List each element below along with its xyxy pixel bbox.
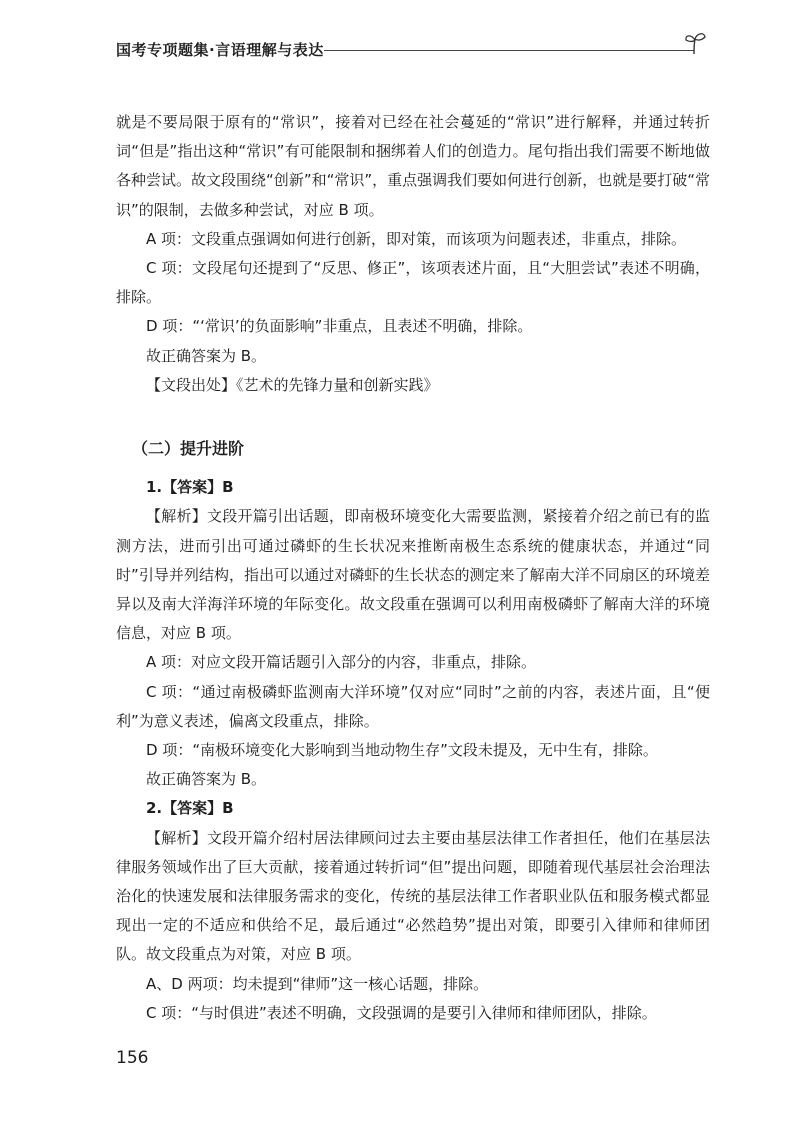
paragraph: 就是不要局限于原有的“常识”，接着对已经在社会蔓延的“常识”进行解释，并通过转折词“但是”指出这种“常识”有可能限制和捆绑着人们的创造力。尾句指出我们需要不断地做各种尝试。故文段围绕“创新”和“常识”，重点强调我们要如何进行创新，也就是要打破“常识”的限制，去做多种尝试，对应 B 项。 — [116, 113, 710, 219]
header-rule — [324, 50, 694, 51]
page-number: 156 — [116, 1048, 149, 1068]
question-answer-heading: 2.【答案】B — [146, 799, 234, 818]
question-answer-heading: 1.【答案】B — [146, 478, 234, 497]
section-heading: （二）提升进阶 — [132, 439, 245, 459]
answer-conclusion: 故正确答案为 B。 — [146, 346, 267, 365]
analysis-paragraph: 【解析】文段开篇引出话题，即南极环境变化大需要监测，紧接着介绍之前已有的监测方法，进而引出可通过磷虾的生长状况来推断南极生态系统的健康状态，并通过“同时”引导并列结构，指出可以通过对磷虾的生长状态的测定来了解南大洋不同扇区的环境差异以及南大洋海洋环境的年际变化。故文段重在强调可以利用南极磷虾了解南大洋的环境信息，对应 B 项。 — [116, 507, 710, 643]
page-body — [116, 108, 710, 1028]
option-analysis: C 项：文段尾句还提到了“反思、修正”，该项表述片面，且“大胆尝试”表述不明确，排除。 — [116, 259, 710, 307]
answer-conclusion: 故正确答案为 B。 — [146, 770, 267, 789]
option-analysis: A、D 两项：均未提到“律师”这一核心话题，排除。 — [146, 974, 489, 993]
analysis-paragraph: 【解析】文段开篇介绍村居法律顾问过去主要由基层法律工作者担任，他们在基层法律服务领域作出了巨大贡献，接着通过转折词“但”提出问题，即随着现代基层社会治理法治化的快速发展和法律服务需求的变化，传统的基层法律工作者职业队伍和服务模式都显现出一定的不适应和供给不足，最后通过“必然趋势”提出对策，即要引入律师和律师团队。故文段重点为对策，对应 B 项。 — [116, 828, 710, 964]
source-citation: 【文段出处】《艺术的先锋力量和创新实践》 — [146, 375, 439, 394]
option-analysis: C 项：“通过南极磷虾监测南大洋环境”仅对应“同时”之前的内容，表述片面，且“便利”为意义表述，偏离文段重点，排除。 — [116, 682, 710, 730]
sprout-icon — [682, 30, 708, 56]
option-analysis: D 项：“南极环境变化大影响到当地动物生存”文段未提及，无中生有，排除。 — [146, 741, 658, 760]
option-analysis: A 项：文段重点强调如何进行创新，即对策，而该项为问题表述，非重点，排除。 — [146, 229, 687, 248]
option-analysis: C 项：“与时俱进”表述不明确，文段强调的是要引入律师和律师团队，排除。 — [146, 1003, 657, 1022]
running-header — [116, 30, 716, 60]
option-analysis: D 项：“‘常识’的负面影响”非重点，且表述不明确，排除。 — [146, 317, 533, 336]
book-title: 国考专项题集·言语理解与表达 — [116, 41, 324, 59]
option-analysis: A 项：对应文段开篇话题引入部分的内容，非重点，排除。 — [146, 653, 537, 672]
